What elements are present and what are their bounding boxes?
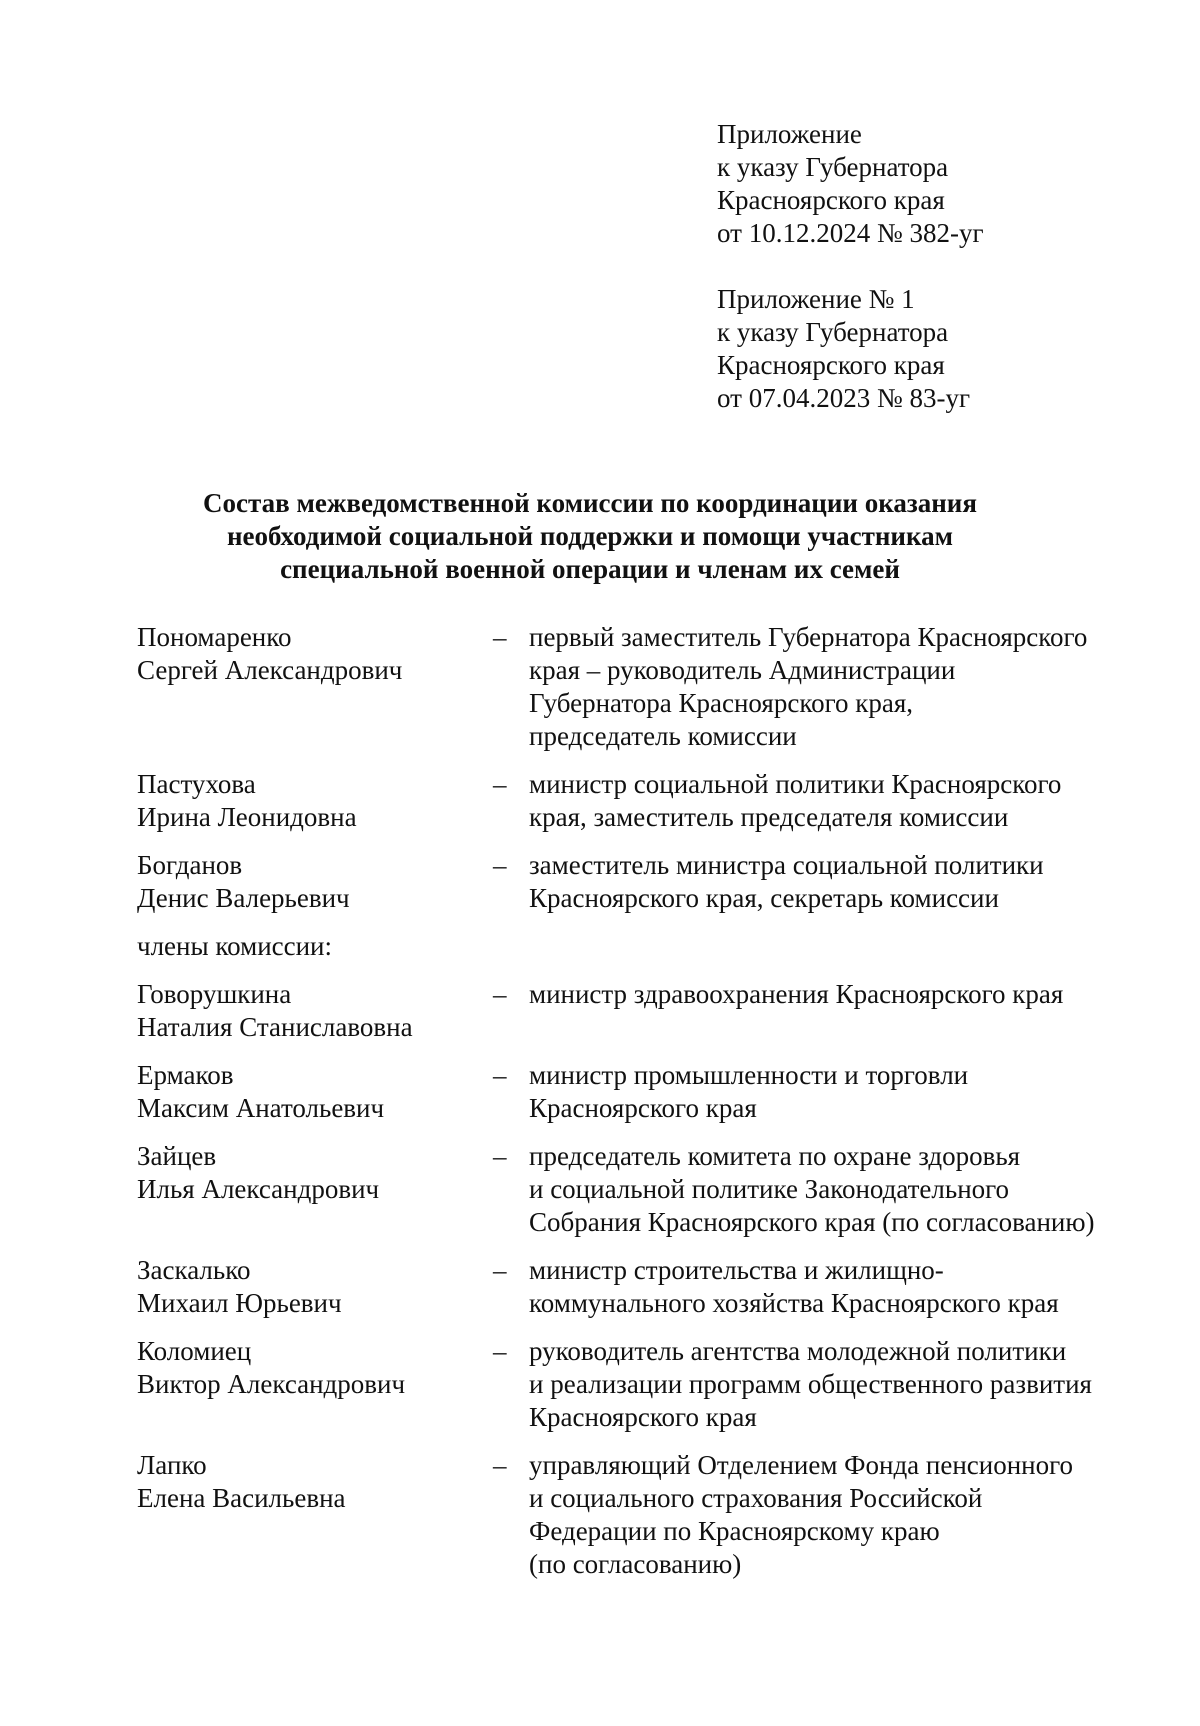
separator-dash: – [493, 1336, 507, 1366]
member-entry [137, 1449, 1137, 1579]
member-name [137, 1335, 487, 1401]
member-role [529, 1449, 1073, 1581]
member-surname: Ермаков [137, 1060, 234, 1090]
role-line: Федерации по Красноярскому краю [529, 1516, 940, 1546]
role-line: Красноярского края [529, 1093, 757, 1123]
member-given-name: Сергей Александрович [137, 655, 403, 685]
member-given-name: Ирина Леонидовна [137, 802, 357, 832]
role-line: края – руководитель Администрации [529, 655, 956, 685]
role-line: и социального страхования Российской [529, 1483, 983, 1513]
role-line: коммунального хозяйства Красноярского края [529, 1288, 1059, 1318]
member-entry [137, 1140, 1137, 1239]
separator-dash: – [493, 1450, 507, 1480]
role-line: министр промышленности и торговли [529, 1060, 969, 1090]
appendix-line: Приложение [717, 119, 862, 149]
title-line: Состав межведомственной комиссии по координации оказания [203, 488, 977, 518]
appendix-line: от 07.04.2023 № 83-уг [717, 383, 971, 413]
separator-dash: – [493, 1255, 507, 1285]
member-name [137, 1254, 487, 1320]
title-line: специальной военной операции и членам их семей [280, 554, 900, 584]
appendix-line: Приложение № 1 [717, 284, 915, 314]
member-name [137, 621, 487, 687]
member-surname: Зайцев [137, 1141, 217, 1171]
role-line: и социальной политике Законодательного [529, 1174, 1010, 1204]
appendix-line: Красноярского края [717, 185, 945, 215]
role-line: Собрания Красноярского края (по согласованию) [529, 1207, 1095, 1237]
appendix-header-original [717, 283, 970, 415]
member-surname: Лапко [137, 1450, 207, 1480]
role-line: министр социальной политики Красноярского [529, 769, 1062, 799]
role-line: министр строительства и жилищно- [529, 1255, 944, 1285]
member-given-name: Виктор Александрович [137, 1369, 406, 1399]
member-entry [137, 1254, 1137, 1320]
role-line: Губернатора Красноярского края, [529, 688, 913, 718]
document-title [150, 487, 1030, 586]
separator-dash: – [493, 850, 507, 880]
appendix-line: к указу Губернатора [717, 317, 949, 347]
member-name [137, 849, 487, 915]
member-role [529, 849, 1044, 915]
member-name [137, 978, 487, 1044]
member-role [529, 621, 1087, 753]
appendix-line: Красноярского края [717, 350, 945, 380]
appendix-line: к указу Губернатора [717, 152, 949, 182]
member-given-name: Денис Валерьевич [137, 883, 350, 913]
member-given-name: Илья Александрович [137, 1174, 380, 1204]
member-surname: Заскалько [137, 1255, 251, 1285]
member-given-name: Максим Анатольевич [137, 1093, 385, 1123]
role-line: края, заместитель председателя комиссии [529, 802, 1009, 832]
role-line: первый заместитель Губернатора Красноярского [529, 622, 1088, 652]
member-entry [137, 978, 1137, 1044]
separator-dash: – [493, 769, 507, 799]
member-name [137, 1140, 487, 1206]
separator-dash: – [493, 979, 507, 1009]
member-role [529, 1059, 968, 1125]
member-entry [137, 1059, 1137, 1125]
member-surname: Пономаренко [137, 622, 292, 652]
role-line: председатель комитета по охране здоровья [529, 1141, 1021, 1171]
role-line: руководитель агентства молодежной политики [529, 1336, 1067, 1366]
member-entry [137, 621, 1137, 753]
member-role [529, 978, 1063, 1011]
member-surname: Богданов [137, 850, 243, 880]
member-given-name: Михаил Юрьевич [137, 1288, 342, 1318]
role-line: Красноярского края, секретарь комиссии [529, 883, 999, 913]
member-name [137, 1449, 487, 1515]
role-line: заместитель министра социальной политики [529, 850, 1044, 880]
member-entry [137, 849, 1137, 915]
role-line: (по согласованию) [529, 1549, 742, 1579]
appendix-header-current [717, 118, 984, 250]
role-line: и реализации программ общественного развития [529, 1369, 1092, 1399]
member-surname: Пастухова [137, 769, 256, 799]
member-role [529, 1254, 1059, 1320]
commission-composition [137, 621, 1137, 1579]
title-line: необходимой социальной поддержки и помощи участникам [226, 521, 954, 551]
member-role [529, 1335, 1092, 1434]
appendix-line: от 10.12.2024 № 382-уг [717, 218, 984, 248]
member-entry [137, 768, 1137, 834]
member-name [137, 1059, 487, 1125]
members-section-label: члены комиссии: [137, 931, 333, 961]
separator-dash: – [493, 622, 507, 652]
member-role [529, 1140, 1095, 1239]
role-line: министр здравоохранения Красноярского края [529, 979, 1064, 1009]
role-line: управляющий Отделением Фонда пенсионного [529, 1450, 1074, 1480]
separator-dash: – [493, 1060, 507, 1090]
role-line: председатель комиссии [529, 721, 797, 751]
member-surname: Коломиец [137, 1336, 252, 1366]
member-name [137, 768, 487, 834]
separator-dash: – [493, 1141, 507, 1171]
member-given-name: Наталия Станиславовна [137, 1012, 413, 1042]
member-entry [137, 1335, 1137, 1434]
member-role [529, 768, 1061, 834]
member-given-name: Елена Васильевна [137, 1483, 346, 1513]
member-surname: Говорушкина [137, 979, 292, 1009]
role-line: Красноярского края [529, 1402, 757, 1432]
